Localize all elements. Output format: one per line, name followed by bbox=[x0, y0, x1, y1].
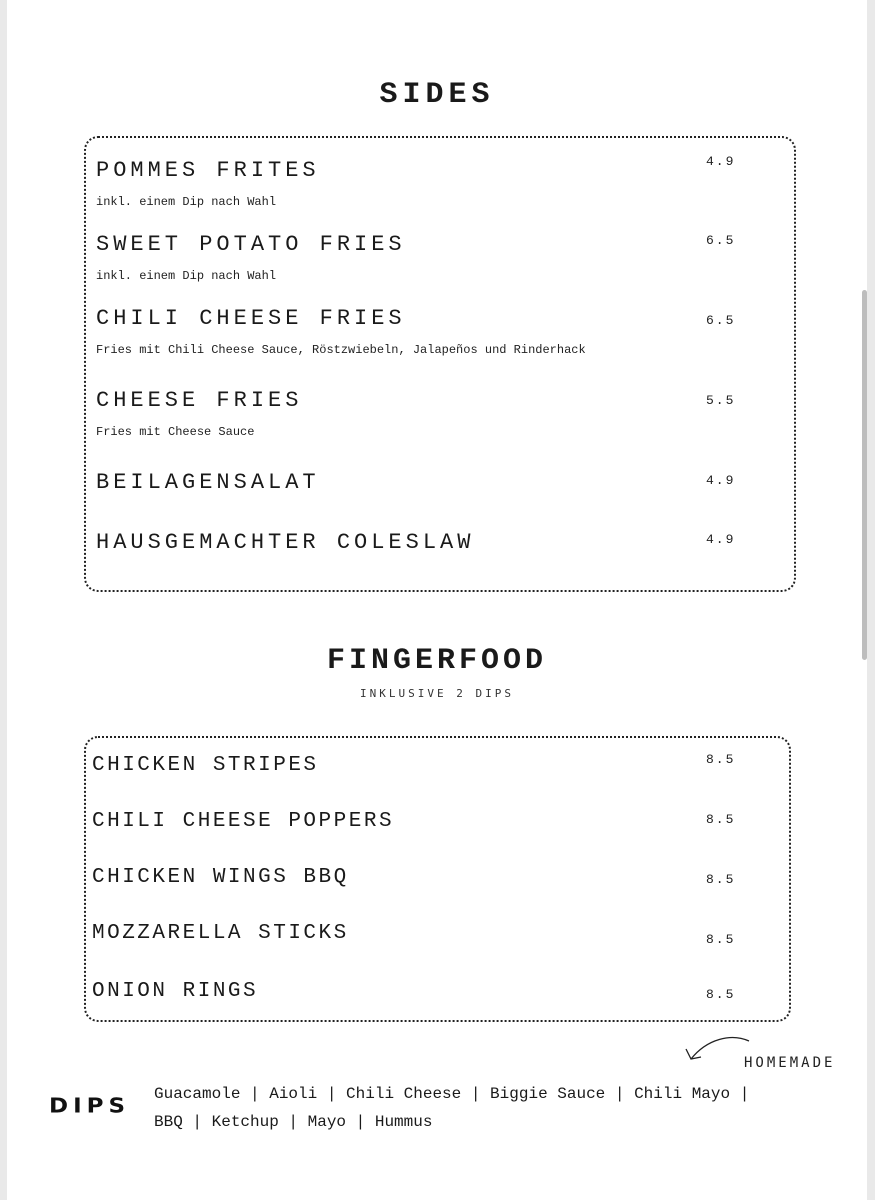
item-price: 8.5 bbox=[706, 752, 736, 767]
item-price: 4.9 bbox=[706, 473, 736, 488]
sides-box bbox=[84, 136, 796, 592]
item-name: CHEESE FRIES bbox=[96, 388, 303, 413]
item-price: 6.5 bbox=[706, 233, 736, 248]
dips-list-line-2: BBQ | Ketchup | Mayo | Hummus bbox=[154, 1113, 433, 1131]
item-name: MOZZARELLA STICKS bbox=[92, 922, 349, 945]
item-name: CHICKEN STRIPES bbox=[92, 754, 319, 777]
item-price: 8.5 bbox=[706, 932, 736, 947]
item-price: 8.5 bbox=[706, 872, 736, 887]
menu-page bbox=[7, 0, 867, 1200]
item-description: Fries mit Chili Cheese Sauce, Röstzwiebeln, Jalapeños und Rinderhack bbox=[96, 343, 586, 357]
item-price: 4.9 bbox=[706, 154, 736, 169]
dips-label: DIPS bbox=[49, 1094, 131, 1118]
item-name: CHILI CHEESE POPPERS bbox=[92, 810, 395, 833]
vertical-scrollbar[interactable] bbox=[862, 290, 867, 660]
item-description: inkl. einem Dip nach Wahl bbox=[96, 195, 277, 209]
item-name: BEILAGENSALAT bbox=[96, 470, 320, 495]
dips-list-line-1: Guacamole | Aioli | Chili Cheese | Biggie Sauce | Chili Mayo | bbox=[154, 1085, 750, 1103]
fingerfood-box bbox=[84, 736, 791, 1022]
item-price: 4.9 bbox=[706, 532, 736, 547]
item-name: SWEET POTATO FRIES bbox=[96, 232, 406, 257]
item-name: CHILI CHEESE FRIES bbox=[96, 306, 406, 331]
fingerfood-title: FINGERFOOD bbox=[326, 644, 548, 678]
sides-title: SIDES bbox=[379, 78, 495, 112]
fingerfood-subtitle: INKLUSIVE 2 DIPS bbox=[360, 687, 514, 700]
item-name: POMMES FRITES bbox=[96, 158, 320, 183]
item-name: CHICKEN WINGS BBQ bbox=[92, 866, 349, 889]
curved-arrow-icon bbox=[683, 1035, 753, 1065]
homemade-note: HOMEMADE bbox=[744, 1055, 836, 1071]
item-name: HAUSGEMACHTER COLESLAW bbox=[96, 530, 475, 555]
item-price: 8.5 bbox=[706, 987, 736, 1002]
item-description: inkl. einem Dip nach Wahl bbox=[96, 269, 277, 283]
item-price: 6.5 bbox=[706, 313, 736, 328]
item-name: ONION RINGS bbox=[92, 980, 259, 1003]
item-description: Fries mit Cheese Sauce bbox=[96, 425, 255, 439]
item-price: 5.5 bbox=[706, 393, 736, 408]
item-price: 8.5 bbox=[706, 812, 736, 827]
